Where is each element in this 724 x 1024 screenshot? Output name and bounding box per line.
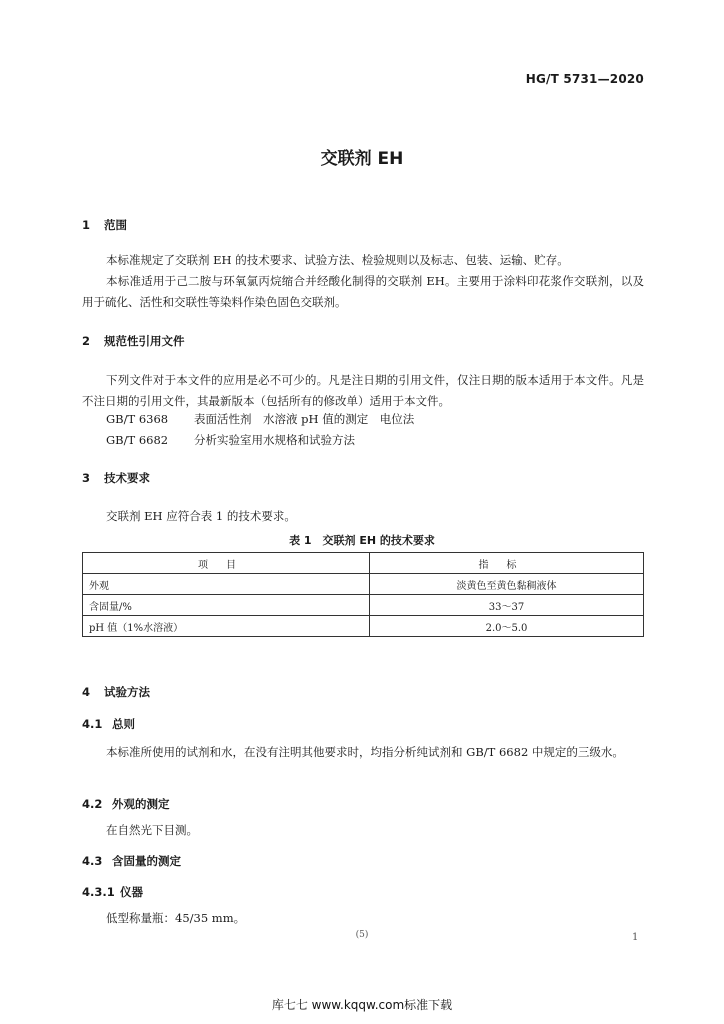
section-number: 4.3.1 bbox=[82, 885, 115, 899]
table-cell-item: 含固量/% bbox=[83, 595, 370, 616]
section-4-3-1-heading bbox=[82, 884, 143, 900]
table-row bbox=[83, 616, 644, 637]
table-cell-value: 2.0～5.0 bbox=[370, 616, 644, 637]
reference-title: 分析实验室用水规格和试验方法 bbox=[194, 433, 355, 447]
section-4-heading bbox=[82, 684, 150, 700]
section-4-1-paragraph: 本标准所使用的试剂和水，在没有注明其他要求时，均指分析纯试剂和 GB/T 6682 中规定的三级水。 bbox=[106, 745, 624, 759]
footer-watermark: 库七七 www.kqqw.com标准下载 bbox=[271, 998, 453, 1012]
standard-code: HG/T 5731—2020 bbox=[525, 72, 644, 86]
section-2-heading bbox=[82, 333, 185, 349]
section-number: 2 bbox=[82, 334, 91, 348]
section-4-3-1-paragraph: 低型称量瓶：45/35 mm。 bbox=[106, 911, 246, 925]
section-title: 含固量的测定 bbox=[112, 854, 181, 868]
reference-code: GB/T 6368 bbox=[106, 412, 169, 426]
section-number: 1 bbox=[82, 218, 91, 232]
section-title: 外观的测定 bbox=[112, 797, 170, 811]
section-2-paragraph-1: 下列文件对于本文件的应用是必不可少的。凡是注日期的引用文件，仅注日期的版本适用于本文件。凡是不注日期的引用文件，其最新版本（包括所有的修改单）适用于本文件。 bbox=[82, 373, 644, 408]
table-row bbox=[83, 595, 644, 616]
section-title: 范围 bbox=[104, 218, 127, 232]
technical-requirements-table bbox=[82, 552, 644, 637]
section-1-heading bbox=[82, 217, 127, 233]
normative-reference bbox=[106, 432, 355, 448]
table-cell-item: pH 值（1%水溶液） bbox=[83, 616, 370, 637]
section-4-2-heading bbox=[82, 796, 170, 812]
section-number: 3 bbox=[82, 471, 91, 485]
table-header-row bbox=[83, 553, 644, 574]
table-cell-value: 淡黄色至黄色黏稠液体 bbox=[370, 574, 644, 595]
section-1-paragraph-2: 本标准适用于己二胺与环氧氯丙烷缩合并经酸化制得的交联剂 EH。主要用于涂料印花浆作交联剂，以及用于硫化、活性和交联性等染料作染色固色交联剂。 bbox=[82, 274, 644, 309]
section-3-paragraph-1: 交联剂 EH 应符合表 1 的技术要求。 bbox=[106, 509, 296, 523]
reference-code: GB/T 6682 bbox=[106, 433, 169, 447]
page-mark: (5) bbox=[355, 930, 369, 940]
section-number: 4.2 bbox=[82, 797, 103, 811]
document-title: 交联剂 EH bbox=[320, 149, 404, 169]
section-4-2-paragraph: 在自然光下目测。 bbox=[106, 823, 198, 837]
section-title: 仪器 bbox=[120, 885, 143, 899]
section-number: 4.1 bbox=[82, 717, 103, 731]
table-cell-item: 外观 bbox=[83, 574, 370, 595]
section-title: 技术要求 bbox=[104, 471, 150, 485]
reference-title: 表面活性剂 水溶液 pH 值的测定 电位法 bbox=[194, 412, 415, 426]
table-row bbox=[83, 574, 644, 595]
normative-reference bbox=[106, 411, 414, 427]
section-1-paragraph-1: 本标准规定了交联剂 EH 的技术要求、试验方法、检验规则以及标志、包装、运输、贮存。 bbox=[106, 253, 569, 267]
section-number: 4.3 bbox=[82, 854, 103, 868]
section-title: 试验方法 bbox=[104, 685, 150, 699]
section-4-3-heading bbox=[82, 853, 181, 869]
section-3-heading bbox=[82, 470, 150, 486]
column-header-value: 指标 bbox=[370, 553, 644, 574]
page-number: 1 bbox=[632, 932, 639, 943]
section-number: 4 bbox=[82, 685, 91, 699]
column-header-item: 项目 bbox=[83, 553, 370, 574]
table-1-caption: 表 1 交联剂 EH 的技术要求 bbox=[289, 534, 435, 547]
section-4-1-heading bbox=[82, 716, 135, 732]
section-title: 规范性引用文件 bbox=[104, 334, 185, 348]
table-cell-value: 33～37 bbox=[370, 595, 644, 616]
section-title: 总则 bbox=[112, 717, 135, 731]
